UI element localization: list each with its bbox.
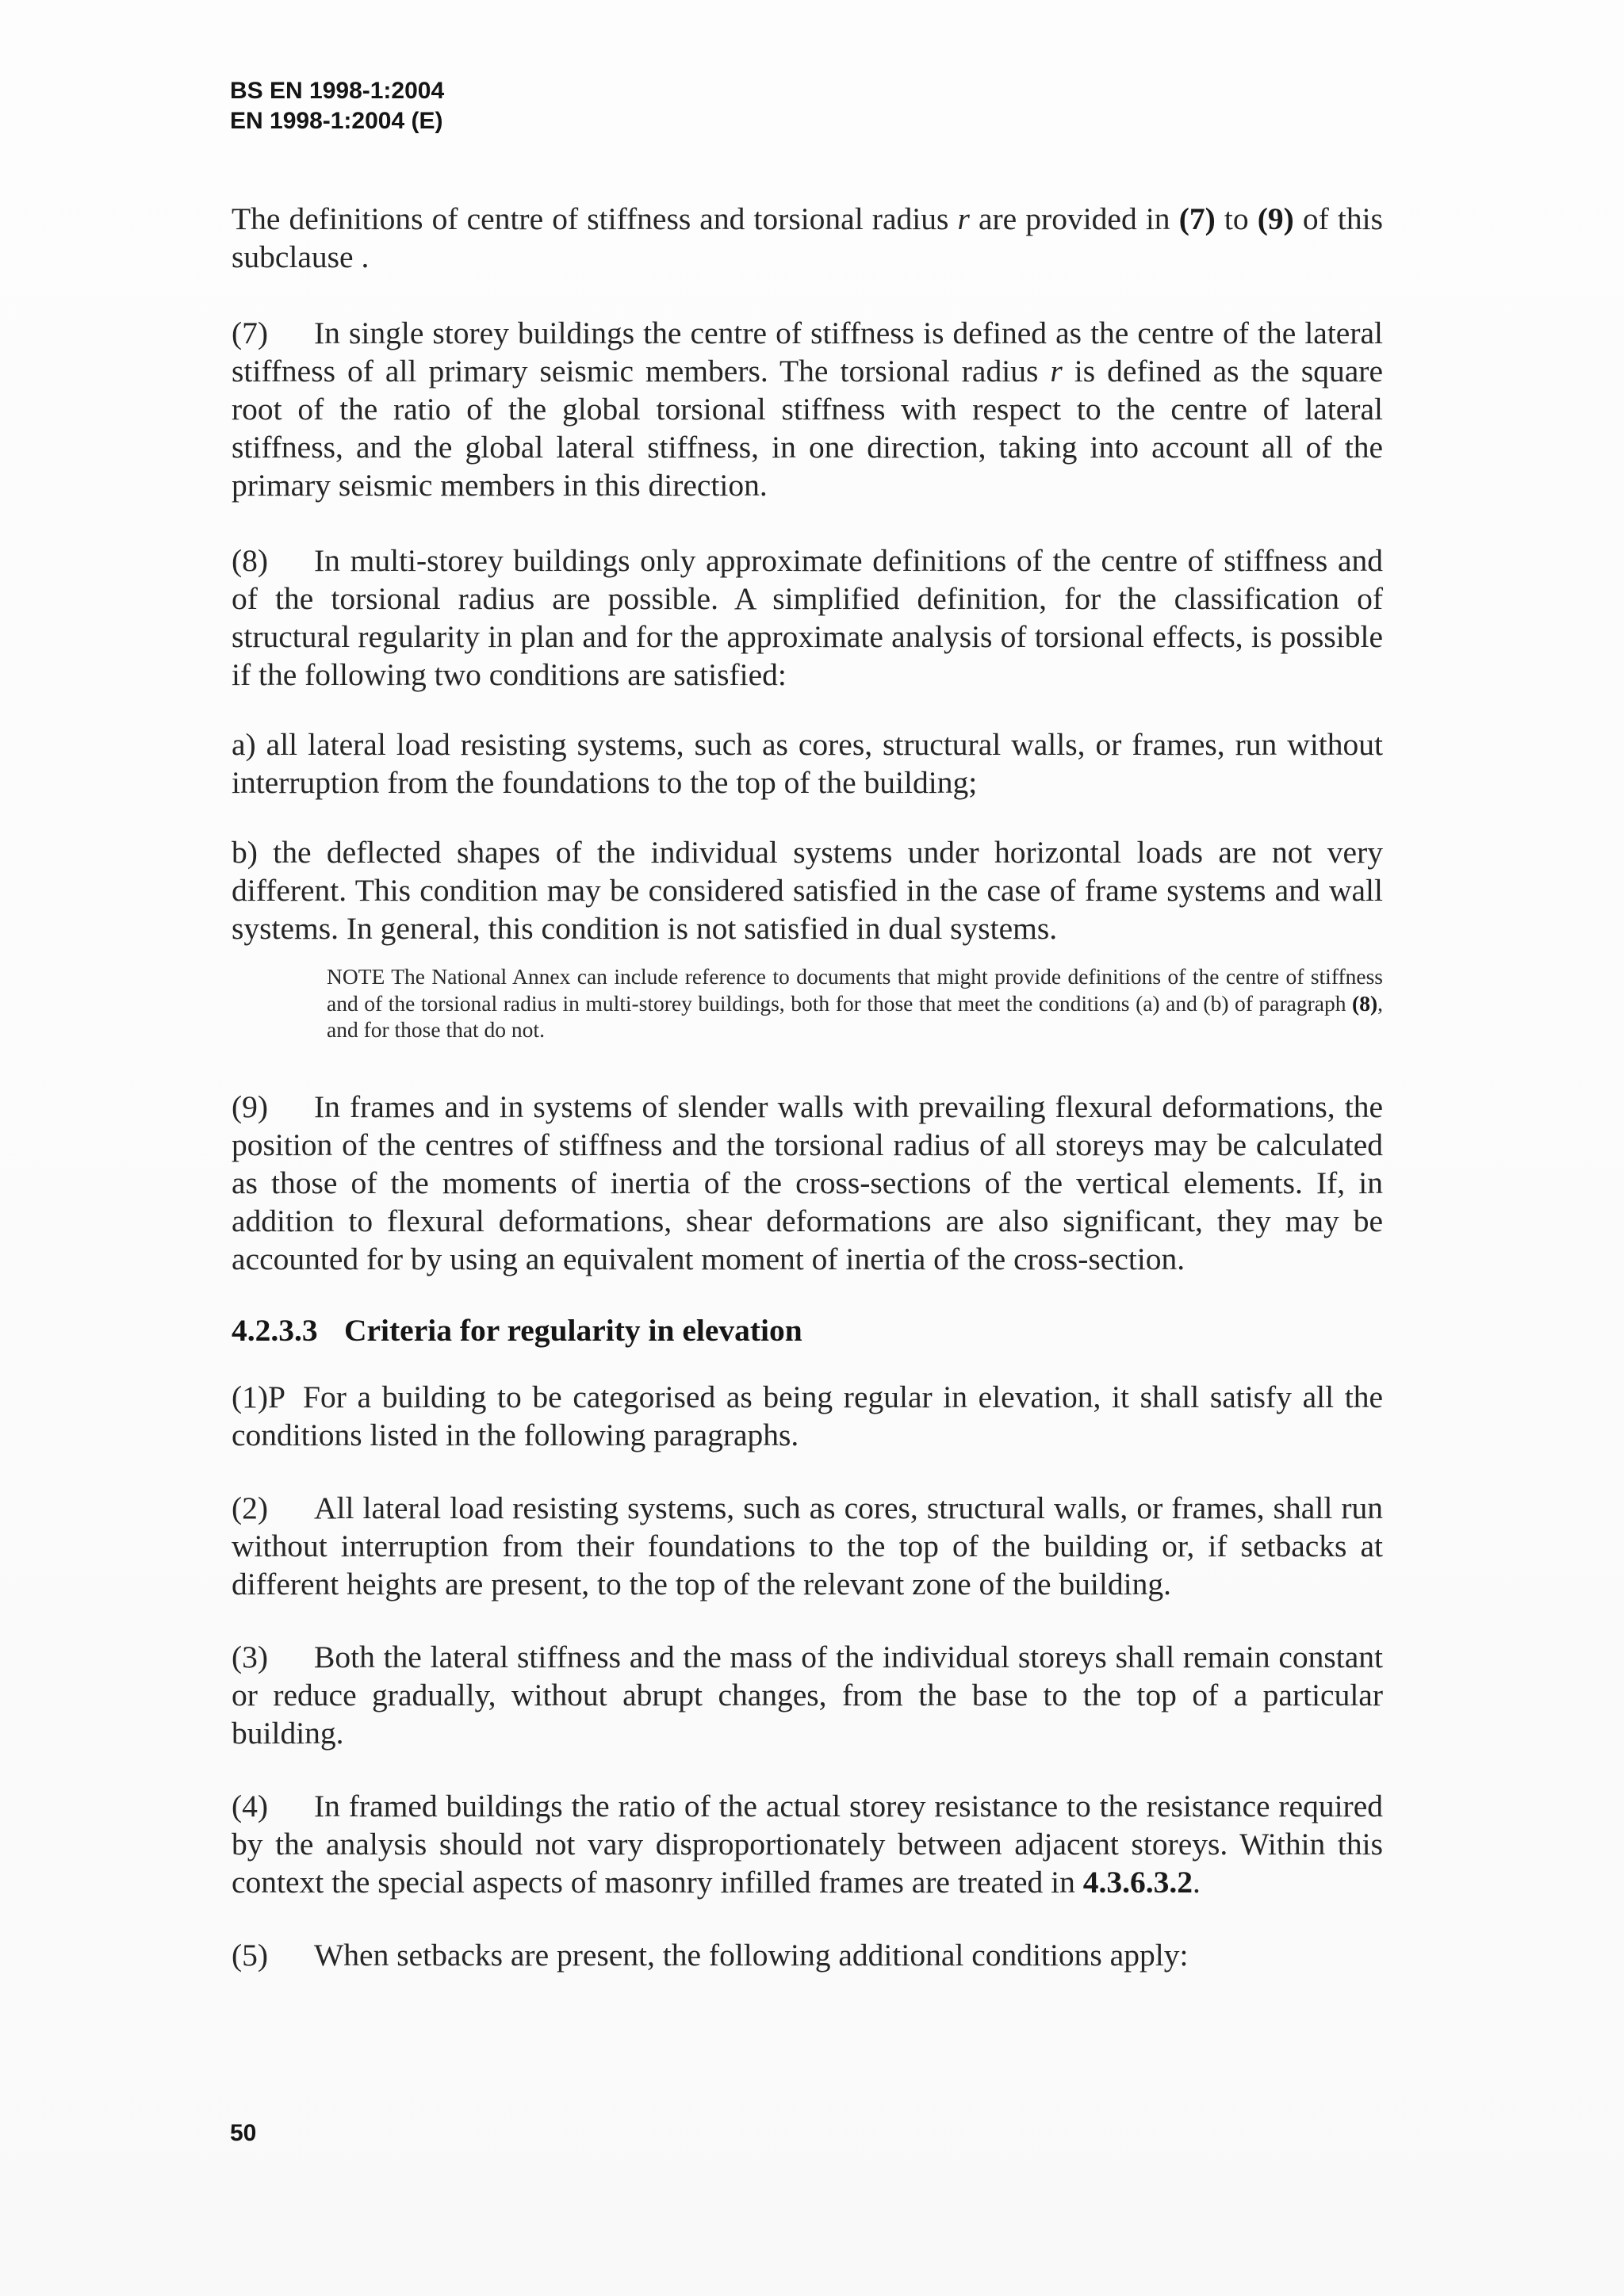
clause-8: (8) In multi-storey buildings only approximate definitions of the centre of stiffness and of the torsional radius are possible. A simplified definition, for the classification of structural regularity in plan and for the approximate analysis of torsional effects, is possible if the following two conditions are satisfied:: [232, 543, 1383, 692]
clause-9: (9) In frames and in systems of slender walls with prevailing flexural deformations, the position of the centres of stiffness and the torsional radius of all storeys may be calculated as those of the moments of inertia of the cross-sections of the vertical elements. If, in addition to flexural deformations, shear deformations are also significant, they may be accounted for by using an equivalent moment of inertia of the cross-section.: [232, 1089, 1383, 1276]
section-number: 4.2.3.3: [232, 1312, 318, 1348]
clause-number: (4): [232, 1788, 269, 1823]
page-number: 50: [230, 2120, 257, 2146]
clause-number: (3): [232, 1639, 269, 1674]
national-annex-note: NOTE The National Annex can include reference to documents that might provide definitions of the centre of stiffness and of the torsional radius in multi-storey buildings, both for those that meet the conditions (a) and (b) of paragraph (8), and for those that do not.: [327, 964, 1383, 1042]
standard-code-bs: BS EN 1998-1:2004: [230, 78, 445, 104]
clause-1p: (1)P For a building to be categorised as being regular in elevation, it shall satisfy all the conditions listed in the following paragraphs.: [232, 1379, 1383, 1452]
clause-2: (2) All lateral load resisting systems, such as cores, structural walls, or frames, shall run without interruption from their foundations to the top of the building or, if setbacks at different heights are present, to the top of the relevant zone of the building.: [232, 1490, 1383, 1601]
symbol-r: r: [1050, 354, 1063, 388]
clause-number: (2): [232, 1490, 269, 1525]
clause-number: (7): [232, 316, 269, 350]
ref-7: (7): [1178, 201, 1216, 236]
clause-number: (8): [232, 543, 269, 578]
standard-code-en: EN 1998-1:2004 (E): [230, 108, 443, 134]
intro-paragraph: The definitions of centre of stiffness and torsional radius r are provided in (7) to (9) of this subclause .: [232, 201, 1383, 274]
ref-4-3-6-3-2: 4.3.6.3.2: [1082, 1864, 1193, 1900]
clause-number: (5): [232, 1937, 269, 1973]
symbol-r: r: [957, 201, 970, 236]
condition-a: a) all lateral load resisting systems, such as cores, structural walls, or frames, run without interruption from the foundations to the top of the building;: [232, 727, 1383, 800]
ref-9: (9): [1257, 201, 1294, 236]
condition-b: b) the deflected shapes of the individual systems under horizontal loads are not very different. This condition may be considered satisfied in the case of frame systems and wall systems. In general, this condition is not satisfied in dual systems.: [232, 835, 1383, 946]
clause-7: (7) In single storey buildings the centre of stiffness is defined as the centre of the lateral stiffness of all primary seismic members. The torsional radius r is defined as the square root of the ratio of the global torsional stiffness with respect to the centre of lateral stiffness, and the global lateral stiffness, in one direction, taking into account all of the primary seismic members in this direction.: [232, 316, 1383, 503]
clause-number: (1)P: [232, 1379, 286, 1414]
section-title: Criteria for regularity in elevation: [344, 1312, 802, 1348]
ref-8: (8): [1352, 990, 1378, 1016]
clause-3: (3) Both the lateral stiffness and the mass of the individual storeys shall remain constant or reduce gradually, without abrupt changes, from the base to the top of a particular building.: [232, 1639, 1383, 1751]
section-heading: [232, 1311, 1383, 1349]
page-body: [232, 200, 1383, 1974]
clause-number: (9): [232, 1089, 269, 1124]
clause-4: (4) In framed buildings the ratio of the actual storey resistance to the resistance required by the analysis should not vary disproportionately between adjacent storeys. Within this context the special aspects of masonry infilled frames are treated in 4.3.6.3.2.: [232, 1788, 1383, 1900]
page-header: [230, 76, 444, 136]
clause-5: (5) When setbacks are present, the following additional conditions apply:: [232, 1937, 1189, 1973]
